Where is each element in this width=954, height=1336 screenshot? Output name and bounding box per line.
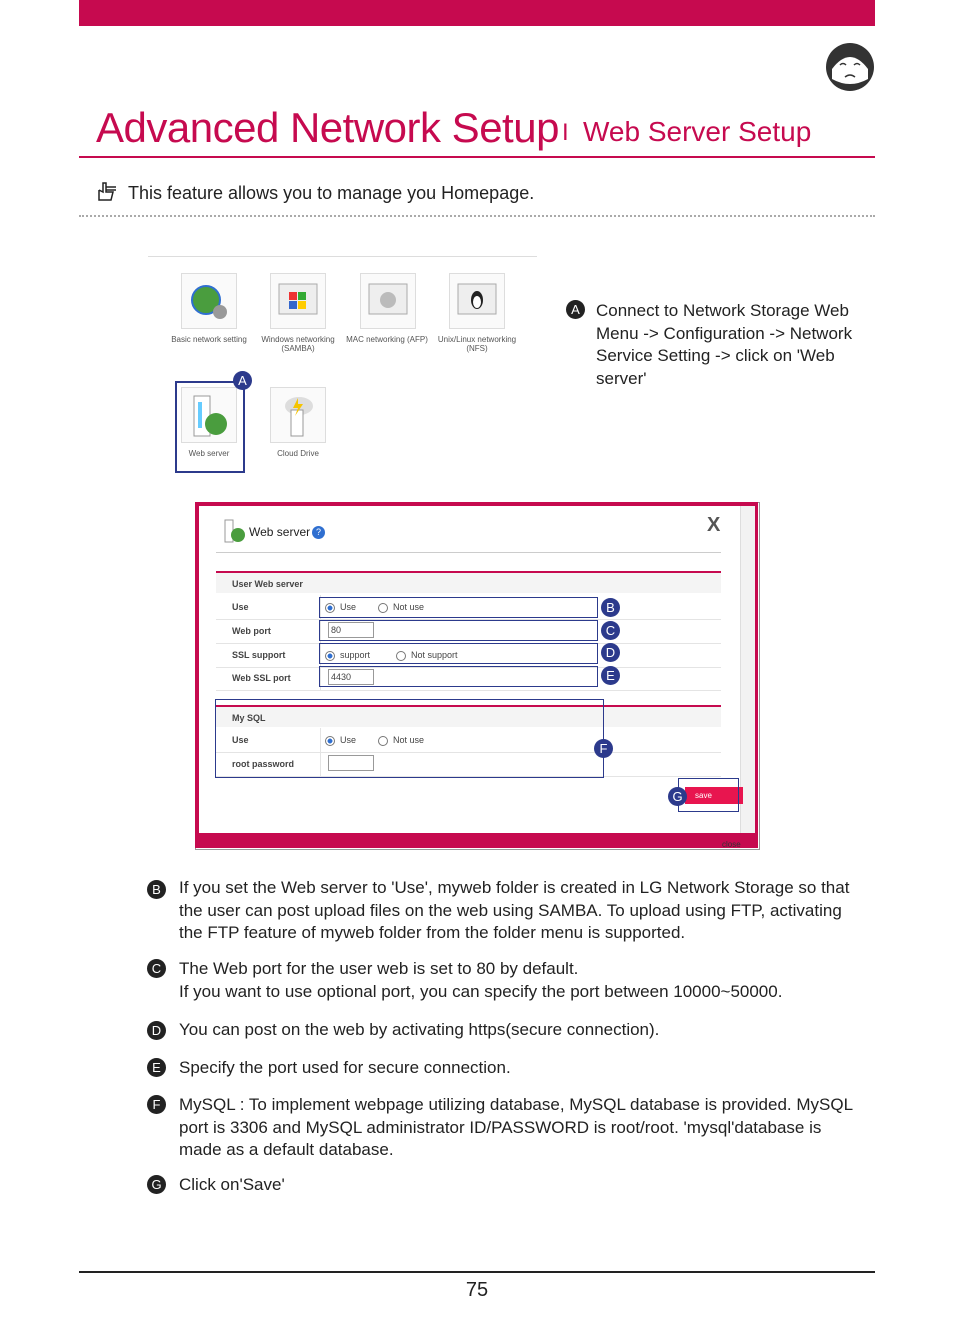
window-border-bottom xyxy=(195,833,758,848)
highlight-d xyxy=(319,643,598,664)
marker-d: D xyxy=(601,643,620,662)
face-icon xyxy=(826,43,874,91)
close-button[interactable]: X xyxy=(707,514,721,536)
row-label: Web SSL port xyxy=(232,673,291,683)
highlight-b xyxy=(319,597,598,618)
window-scrollbar[interactable] xyxy=(740,506,755,833)
close-link[interactable]: close xyxy=(722,840,741,849)
item-c-line2: If you want to use optional port, you can specify the port between 10000~50000. xyxy=(179,982,783,1001)
tile-label: MAC networking (AFP) xyxy=(346,335,428,344)
tile-label: Windows networking (SAMBA) xyxy=(261,335,335,353)
item-g-badge: G xyxy=(147,1175,166,1194)
item-c-badge: C xyxy=(147,959,166,978)
help-icon[interactable]: ? xyxy=(312,526,325,539)
radio-mysql-not-use[interactable]: Not use xyxy=(378,728,424,752)
marker-a: A xyxy=(233,371,252,390)
item-g-text: Click on'Save' xyxy=(179,1175,285,1194)
tile-label: Web server xyxy=(188,449,230,458)
title-rule xyxy=(79,156,875,158)
marker-g: G xyxy=(668,787,687,806)
item-b-badge: B xyxy=(147,880,166,899)
save-button[interactable]: save xyxy=(685,787,743,804)
radio-mysql-use[interactable]: Use xyxy=(325,728,356,752)
tile-basic-network[interactable] xyxy=(181,273,237,329)
item-d-text: You can post on the web by activating https(secure connection). xyxy=(179,1020,660,1039)
web-server-small-icon xyxy=(222,518,246,549)
web-server-highlight xyxy=(175,381,245,473)
radio-support[interactable]: support xyxy=(325,643,370,667)
tile-cloud-drive[interactable] xyxy=(270,387,326,443)
highlight-e xyxy=(319,666,598,687)
highlight-f xyxy=(215,699,604,778)
window-border-top xyxy=(195,502,758,506)
globe-gear-icon xyxy=(182,274,236,328)
tile-label: Basic network setting xyxy=(171,335,247,344)
item-d-badge: D xyxy=(147,1021,166,1040)
item-f-badge: F xyxy=(147,1095,166,1114)
section-user-web-server: User Web server xyxy=(216,571,721,593)
footer-rule xyxy=(79,1271,875,1273)
screenshot-header-rule xyxy=(148,256,537,257)
ssl-port-input[interactable]: 4430 xyxy=(328,669,374,685)
item-e-badge: E xyxy=(147,1058,166,1077)
marker-e: E xyxy=(601,666,620,685)
tile-windows[interactable] xyxy=(270,273,326,329)
page-number: 75 xyxy=(465,1279,489,1301)
item-e-text: Specify the port used for secure connection. xyxy=(179,1058,511,1077)
pointing-hand-icon xyxy=(96,180,118,202)
marker-c: C xyxy=(601,621,620,640)
row-label: Web port xyxy=(232,626,271,636)
section-mysql: My SQL xyxy=(216,705,721,727)
window-border-left xyxy=(195,502,199,848)
title-separator: I xyxy=(562,119,569,146)
tile-label: Unix/Linux networking (NFS) xyxy=(437,335,517,353)
page-subtitle: Web Server Setup xyxy=(583,116,812,147)
radio-not-support[interactable]: Not support xyxy=(396,643,458,667)
step-a-badge: A xyxy=(566,300,585,319)
tile-unix[interactable] xyxy=(449,273,505,329)
tile-mac[interactable] xyxy=(360,273,416,329)
marker-b: B xyxy=(601,598,620,617)
page-title: Advanced Network Setup xyxy=(96,104,559,151)
tux-icon xyxy=(450,274,504,328)
dotted-divider xyxy=(79,215,875,217)
tile-label: Cloud Drive xyxy=(277,449,319,458)
apple-icon xyxy=(361,274,415,328)
cloud-drive-icon xyxy=(271,388,325,442)
radio-use[interactable]: Use xyxy=(325,595,356,619)
marker-f: F xyxy=(594,739,613,758)
window-title: Web server xyxy=(249,525,311,539)
web-port-input[interactable]: 80 xyxy=(328,622,374,638)
windows-icon xyxy=(271,274,325,328)
row-label: Use xyxy=(232,735,249,745)
highlight-g xyxy=(678,778,739,812)
top-bar xyxy=(79,0,875,26)
row-label: SSL support xyxy=(232,650,286,660)
item-b-text: If you set the Web server to 'Use', myweb folder is created in LG Network Storage so that the user can post upload files on the web using SAMBA. To upload using FTP, activating the FTP feature of myweb folder from the folder menu is supported. xyxy=(179,878,850,942)
item-c-line1: The Web port for the user web is set to 80 by default. xyxy=(179,959,579,978)
highlight-c xyxy=(319,620,598,641)
step-a-text: Connect to Network Storage Web Menu -> Configuration -> Network Service Setting -> click on 'Web server' xyxy=(596,301,853,388)
row-label: Use xyxy=(232,602,249,612)
window-title-rule xyxy=(216,552,721,553)
row-label: root password xyxy=(232,759,295,769)
item-f-text: MySQL : To implement webpage utilizing database, MySQL database is provided. MySQL port is 3306 and MySQL administrator ID/PASSWORD is root/root. 'mysql'database is made as a default database. xyxy=(179,1095,853,1159)
note-text: This feature allows you to manage you Homepage. xyxy=(128,183,535,203)
radio-not-use[interactable]: Not use xyxy=(378,595,424,619)
